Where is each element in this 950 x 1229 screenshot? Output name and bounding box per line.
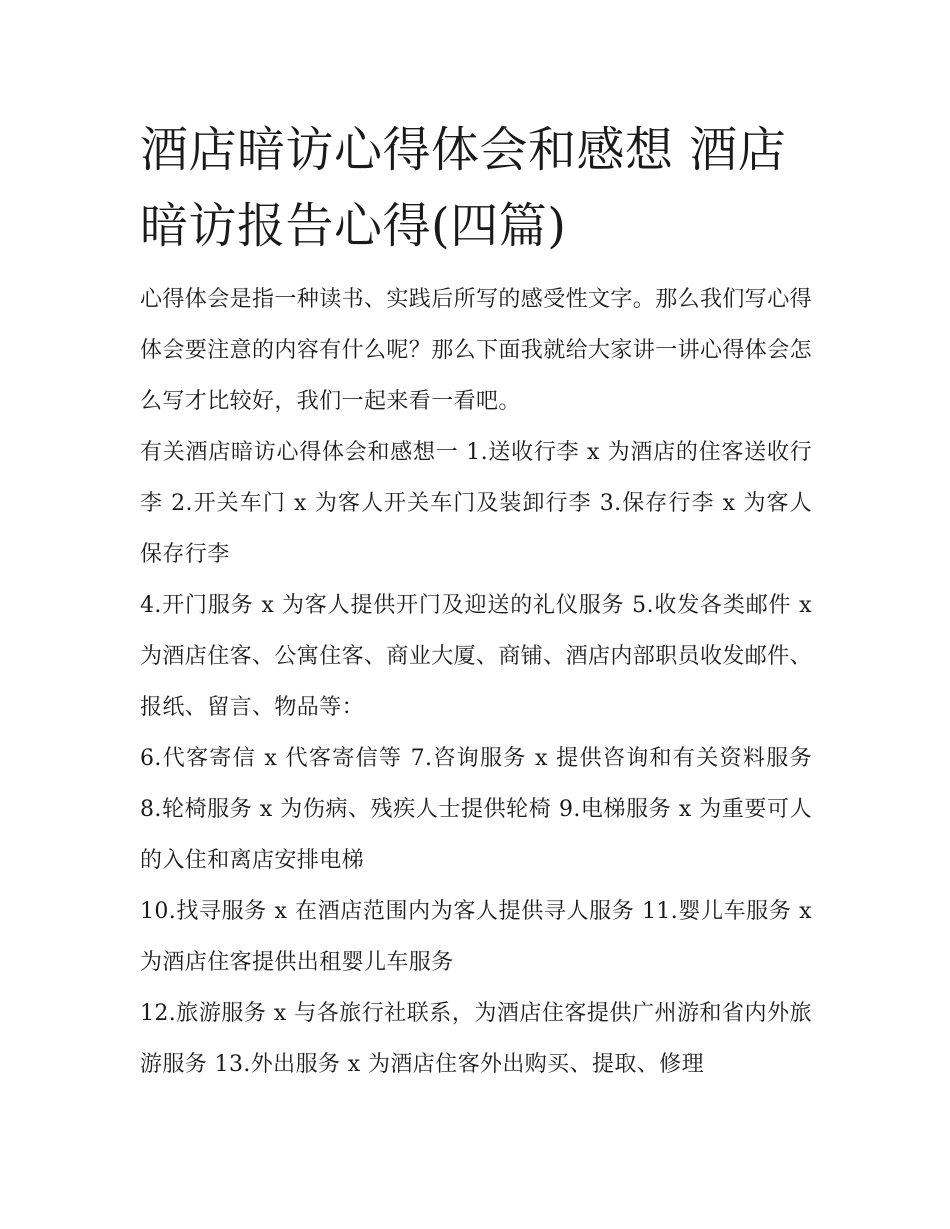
- paragraph-services-1-3: 有关酒店暗访心得体会和感想一 1.送收行李 x 为酒店的住客送收行李 2.开关车门 x 为客人开关车门及装卸行李 3.保存行李 x 为客人保存行李: [140, 440, 812, 567]
- paragraph-intro: 心得体会是指一种读书、实践后所写的感受性文字。那么我们写心得体会要注意的内容有什么呢？那么下面我就给大家讲一讲心得体会怎么写才比较好，我们一起来看一看吧。: [140, 287, 813, 414]
- paragraph-services-12-13: 12.旅游服务 x 与各旅行社联系，为酒店住客提供广州游和省内外旅游服务 13.外出服务 x 为酒店住客外出购买、提取、修理: [140, 1001, 812, 1077]
- document-body: [140, 274, 812, 1090]
- paragraph-services-10-11: 10.找寻服务 x 在酒店范围内为客人提供寻人服务 11.婴儿车服务 x 为酒店住客提供出租婴儿车服务: [140, 899, 812, 975]
- document-title: 酒店暗访心得体会和感想 酒店暗访报告心得(四篇): [140, 122, 787, 254]
- paragraph-services-4-5: 4.开门服务 x 为客人提供开门及迎送的礼仪服务 5.收发各类邮件 x 为酒店住客、公寓住客、商业大厦、商铺、酒店内部职员收发邮件、报纸、留言、物品等：: [140, 593, 813, 720]
- paragraph-services-6-9: 6.代客寄信 x 代客寄信等 7.咨询服务 x 提供咨询和有关资料服务 8.轮椅服务 x 为伤病、残疾人士提供轮椅 9.电梯服务 x 为重要可人的入住和离店安排电梯: [140, 746, 812, 873]
- document-page: [140, 112, 812, 1090]
